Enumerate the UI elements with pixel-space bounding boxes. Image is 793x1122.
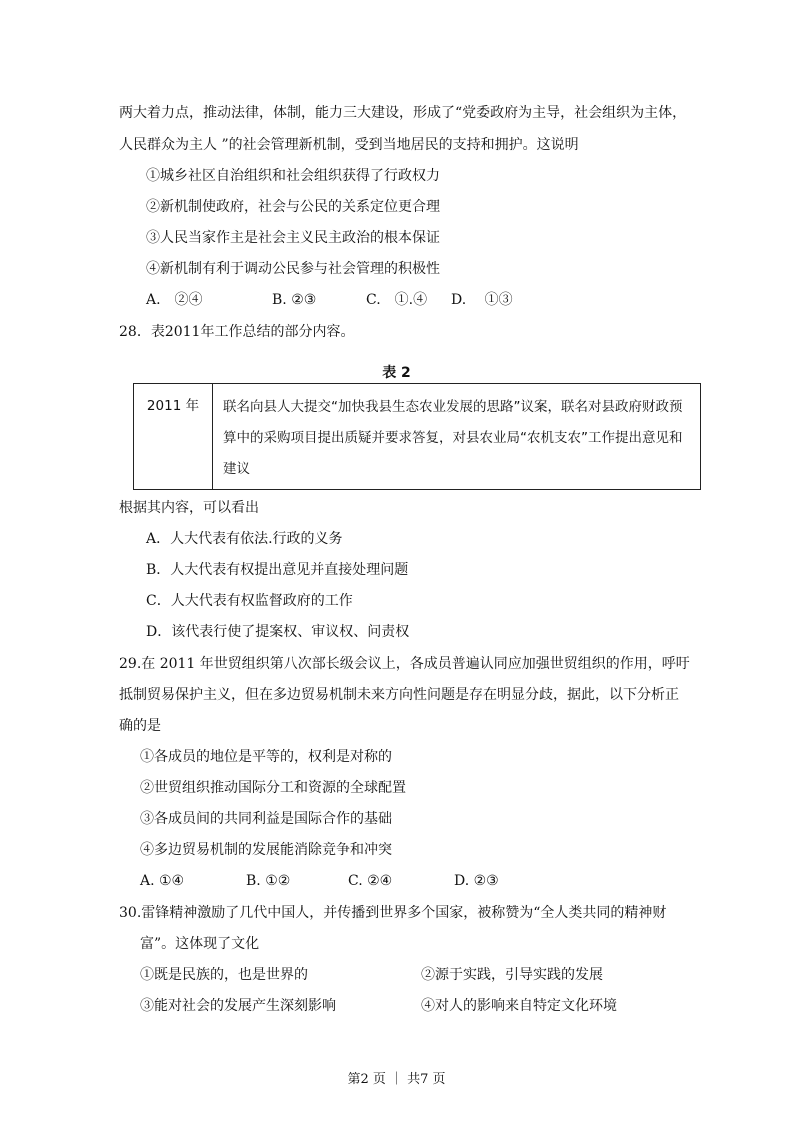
q30-statement-4: ④对人的影响来自特定文化环境 <box>421 998 617 1014</box>
q29-statement-2: ②世贸组织推动国际分工和资源的全球配置 <box>140 780 406 796</box>
q30-statement-3: ③能对社会的发展产生深刻影响 <box>140 998 336 1014</box>
q27-statement-2: ②新机制使政府，社会与公民的关系定位更合理 <box>146 199 440 215</box>
q29-statement-3: ③各成员间的共同利益是国际合作的基础 <box>140 811 392 827</box>
q28-option-b: B．人大代表有权提出意见并直接处理问题 <box>146 562 409 578</box>
q28-option-c: C．人大代表有权监督政府的工作 <box>146 593 353 609</box>
q27-stem-line-2: 人民群众为主人 ”的社会管理新机制，受到当地居民的支持和拥护。这说明 <box>119 137 579 153</box>
table-year-cell: 2011 年 <box>134 384 213 490</box>
q27-statement-1: ①城乡社区自治组织和社会组织获得了行政权力 <box>146 168 440 184</box>
q29-option-a: A. ①④ <box>140 873 185 889</box>
q27-option-b: B. ②③ <box>272 292 317 308</box>
q27-stem-line-1: 两大着力点，推动法律，体制，能力三大建设，形成了“党委政府为主导，社会组织为主体， <box>119 105 687 121</box>
q27-option-c: C. ①.④ <box>366 292 428 308</box>
q29-stem-line-2: 抵制贸易保护主义，但在多边贸易机制未来方向性问题是存在明显分歧，据此，以下分析正 <box>119 687 679 703</box>
q29-statement-1: ①各成员的地位是平等的，权利是对称的 <box>140 749 392 765</box>
q30-stem-line-1: 30.雷锋精神激励了几代中国人，并传播到世界多个国家，被称赞为“全人类共同的精神财 <box>119 905 667 921</box>
table-title: 表 2 <box>382 365 411 381</box>
q29-option-c: C. ②④ <box>348 873 393 889</box>
q28-lead: 根据其内容，可以看出 <box>119 500 259 516</box>
q28-stem: 28．表2011年工作总结的部分内容。 <box>119 324 355 340</box>
q30-statement-1: ①既是民族的，也是世界的 <box>140 967 308 983</box>
q27-statement-3: ③人民当家作主是社会主义民主政治的根本保证 <box>146 230 440 246</box>
q30-stem-line-2: 富”。这体现了文化 <box>140 936 260 952</box>
q29-stem-line-3: 确的是 <box>119 718 161 734</box>
q27-option-d: D. ①③ <box>451 292 513 308</box>
q28-option-d: D．该代表行使了提案权、审议权、问责权 <box>146 624 410 640</box>
page-footer: 第2 页 ｜ 共7 页 <box>347 1072 446 1087</box>
q30-statement-2: ②源于实践，引导实践的发展 <box>421 967 603 983</box>
q29-statement-4: ④多边贸易机制的发展能消除竞争和冲突 <box>140 842 392 858</box>
q29-option-d: D. ②③ <box>454 873 499 889</box>
q27-statement-4: ④新机制有利于调动公民参与社会管理的积极性 <box>146 261 440 277</box>
q29-stem-line-1: 29.在 2011 年世贸组织第八次部长级会议上，各成员普遍认同应加强世贸组织的作用，呼吁 <box>119 656 690 672</box>
table-content-cell: 联名向县人大提交“加快我县生态农业发展的思路”议案，联名对县政府财政预算中的采购项目提出质疑并要求答复，对县农业局“农机支农”工作提出意见和建议 <box>213 384 701 490</box>
q29-option-b: B. ①② <box>246 873 291 889</box>
work-summary-table <box>133 383 701 490</box>
q27-option-a: A. ②④ <box>146 292 203 308</box>
q28-option-a: A．人大代表有依法.行政的义务 <box>146 531 343 547</box>
